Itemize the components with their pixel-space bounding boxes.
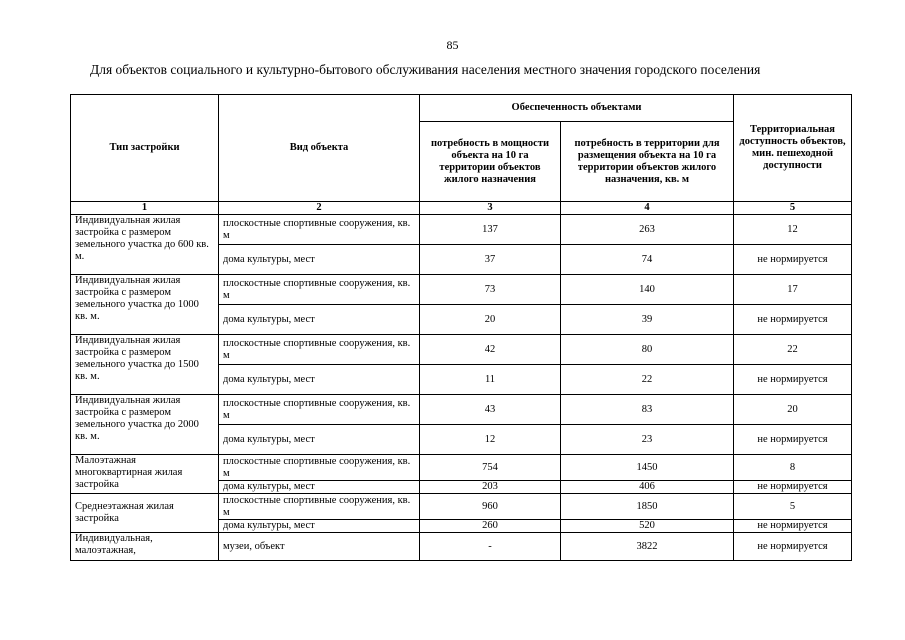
accessibility-cell: 5 [734,494,852,520]
accessibility-cell: не нормируется [734,533,852,561]
capacity-cell: 754 [420,455,561,481]
column-number-row [71,202,852,215]
col-number: 1 [71,202,219,215]
object-cell: плоскостные спортивные сооружения, кв. м [219,395,420,425]
building-type-cell: Индивидуальная, малоэтажная, [71,533,219,561]
accessibility-cell: не нормируется [734,365,852,395]
territory-cell: 83 [561,395,734,425]
object-cell: дома культуры, мест [219,425,420,455]
header-provision-group: Обеспеченность объектами [420,95,734,122]
table-row [71,455,852,481]
table-row [71,335,852,365]
object-cell: дома культуры, мест [219,245,420,275]
col-number: 3 [420,202,561,215]
building-type-cell: Индивидуальная жилая застройка с размером земельного участка до 2000 кв. м. [71,395,219,455]
territory-cell: 80 [561,335,734,365]
accessibility-cell: 12 [734,215,852,245]
territory-cell: 3822 [561,533,734,561]
header-accessibility: Территориальная доступность объектов, мин. пешеходной доступности [734,95,852,202]
object-cell: плоскостные спортивные сооружения, кв. м [219,215,420,245]
territory-cell: 140 [561,275,734,305]
header-type: Тип застройки [71,95,219,202]
building-type-cell: Индивидуальная жилая застройка с размером земельного участка до 1000 кв. м. [71,275,219,335]
page-number: 85 [446,38,459,52]
capacity-cell: 20 [420,305,561,335]
table-row [71,395,852,425]
col-number: 4 [561,202,734,215]
building-type-cell: Индивидуальная жилая застройка с размером земельного участка до 1500 кв. м. [71,335,219,395]
norms-table [70,94,852,561]
capacity-cell: 137 [420,215,561,245]
territory-cell: 1450 [561,455,734,481]
building-type-cell: Среднеэтажная жилая застройка [71,494,219,533]
accessibility-cell: 20 [734,395,852,425]
object-cell: музеи, объект [219,533,420,561]
territory-cell: 1850 [561,494,734,520]
territory-cell: 74 [561,245,734,275]
object-cell: дома культуры, мест [219,520,420,533]
object-cell: плоскостные спортивные сооружения, кв. м [219,335,420,365]
table-row [71,533,852,561]
header-capacity: потребность в мощности объекта на 10 га территории объектов жилого назначения [420,122,561,202]
capacity-cell: 12 [420,425,561,455]
territory-cell: 520 [561,520,734,533]
col-number: 2 [219,202,420,215]
accessibility-cell: не нормируется [734,245,852,275]
accessibility-cell: 22 [734,335,852,365]
capacity-cell: 960 [420,494,561,520]
capacity-cell: 42 [420,335,561,365]
capacity-cell: 203 [420,481,561,494]
table-row [71,494,852,520]
territory-cell: 22 [561,365,734,395]
header-territory: потребность в территории для размещения объекта на 10 га территории объектов жилого назначения, кв. м [561,122,734,202]
accessibility-cell: 8 [734,455,852,481]
header-object: Вид объекта [219,95,420,202]
object-cell: плоскостные спортивные сооружения, кв. м [219,275,420,305]
object-cell: дома культуры, мест [219,305,420,335]
territory-cell: 39 [561,305,734,335]
accessibility-cell: не нормируется [734,481,852,494]
building-type-cell: Малоэтажная многоквартирная жилая застройка [71,455,219,494]
object-cell: плоскостные спортивные сооружения, кв. м [219,494,420,520]
capacity-cell: 260 [420,520,561,533]
accessibility-cell: не нормируется [734,305,852,335]
table-row [71,275,852,305]
capacity-cell: - [420,533,561,561]
capacity-cell: 43 [420,395,561,425]
building-type-cell: Индивидуальная жилая застройка с размером земельного участка до 600 кв. м. [71,215,219,275]
accessibility-cell: не нормируется [734,425,852,455]
object-cell: плоскостные спортивные сооружения, кв. м [219,455,420,481]
col-number: 5 [734,202,852,215]
territory-cell: 406 [561,481,734,494]
capacity-cell: 73 [420,275,561,305]
territory-cell: 23 [561,425,734,455]
capacity-cell: 11 [420,365,561,395]
document-heading: Для объектов социального и культурно-бытового обслуживания населения местного значения городского поселения [90,62,761,77]
table-row [71,215,852,245]
object-cell: дома культуры, мест [219,365,420,395]
territory-cell: 263 [561,215,734,245]
accessibility-cell: 17 [734,275,852,305]
object-cell: дома культуры, мест [219,481,420,494]
accessibility-cell: не нормируется [734,520,852,533]
capacity-cell: 37 [420,245,561,275]
